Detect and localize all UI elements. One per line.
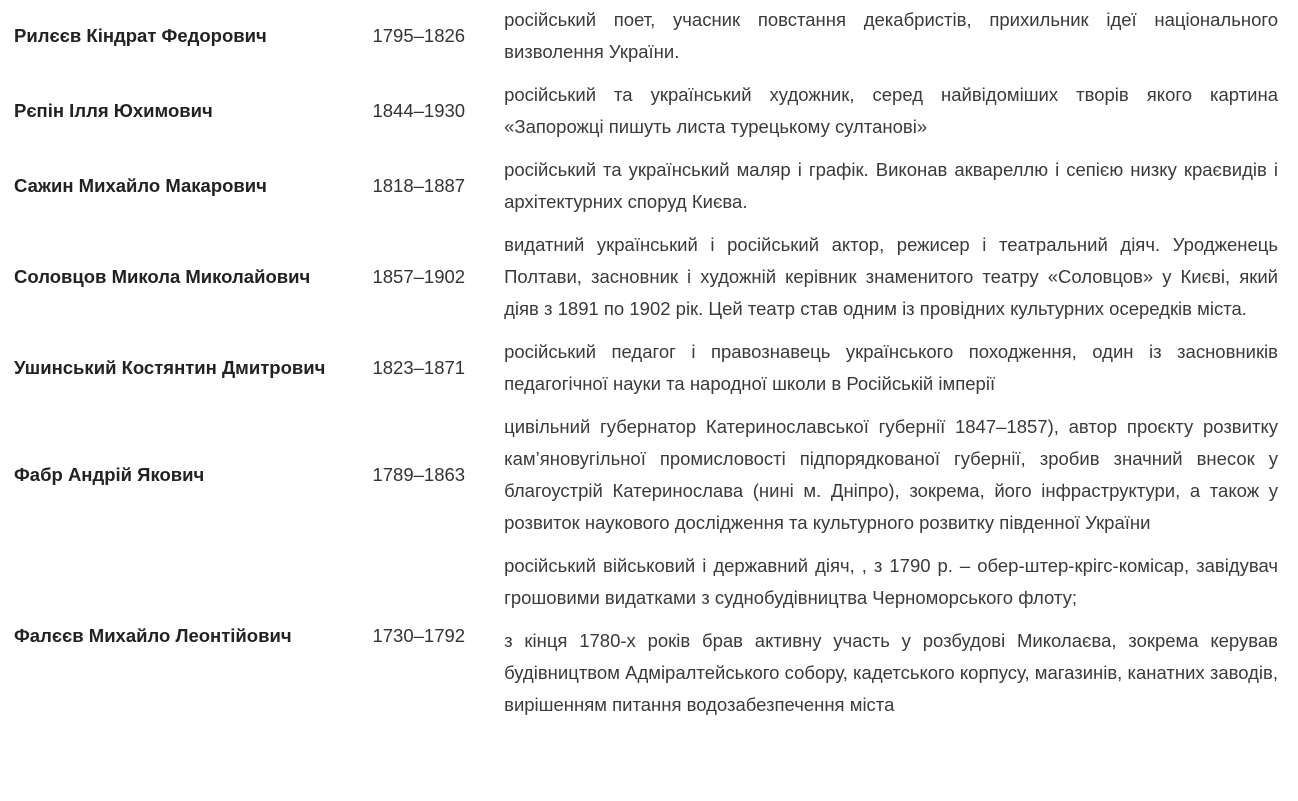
row-spacer	[6, 68, 1286, 79]
person-row	[6, 4, 1286, 68]
person-description	[496, 336, 1286, 400]
person-name: Фабр Андрій Якович	[14, 464, 205, 485]
person-name: Фалєєв Михайло Леонтійович	[14, 624, 292, 646]
person-years: 1857–1902	[372, 266, 466, 287]
person-name: Рєпін Ілля Юхимович	[14, 100, 213, 121]
person-years: 1730–1792	[372, 624, 466, 646]
description-paragraph: російський військовий і державний діяч, , з 1790 р. – обер-штер-крігс-комісар, завідувач грошовими видатками з суднобудівництва Черноморського флоту;	[504, 555, 1278, 608]
person-description	[496, 79, 1286, 143]
biography-table	[6, 4, 1286, 721]
person-row	[6, 550, 1286, 721]
row-spacer-cell	[6, 143, 1286, 154]
person-row	[6, 79, 1286, 143]
description-paragraph: російський поет, учасник повстання декабристів, прихильник ідеї національного визволення України.	[504, 9, 1278, 62]
person-row	[6, 336, 1286, 400]
person-name: Ушинський Костянтин Дмитрович	[14, 357, 326, 378]
person-years: 1844–1930	[372, 100, 466, 121]
person-row	[6, 411, 1286, 539]
description-paragraph: видатний український і російський актор, режисер і театральний діяч. Уродженець Полтави, засновник і художній керівник знаменитого театру «Соловцов» у Києві, який діяв з 1891 по 1902 рік. Цей театр став одним із провідних культурних осередків міста.	[504, 234, 1278, 319]
person-description	[496, 4, 1286, 68]
row-spacer-cell	[6, 400, 1286, 411]
person-years: 1818–1887	[372, 175, 466, 196]
person-description	[496, 154, 1286, 218]
row-spacer	[6, 218, 1286, 229]
description-paragraph: цивільний губернатор Катеринославської губернії 1847–1857), автор проєкту розвитку кам’яновугільної промисловості підпорядкованої губернії, зробив значний внесок у благоустрій Катеринослава (нині м. Дніпро), зокрема, його інфраструктури, а також у розвиток наукового дослідження та культурного розвитку південної України	[504, 416, 1278, 533]
row-spacer	[6, 325, 1286, 336]
person-name: Соловцов Микола Миколайович	[14, 266, 311, 287]
person-years: 1823–1871	[372, 357, 466, 378]
row-spacer-cell	[6, 539, 1286, 550]
description-paragraph: з кінця 1780-х років брав активну участь у розбудові Миколаєва, зокрема керував будівництвом Адміралтейського собору, кадетського корпусу, магазинів, канатних заводів, вирішенням питання водозабезпечення міста	[504, 630, 1278, 715]
description-paragraph: російський та український художник, серед найвідоміших творів якого картина «Запорожці пишуть листа турецькому султанові»	[504, 84, 1278, 137]
description-paragraph: російський та український маляр і графік. Виконав аквареллю і сепією низку краєвидів і архітектурних споруд Києва.	[504, 159, 1278, 212]
row-spacer	[6, 400, 1286, 411]
person-name: Сажин Михайло Макарович	[14, 175, 267, 196]
row-spacer-cell	[6, 218, 1286, 229]
row-spacer-cell	[6, 325, 1286, 336]
description-paragraph: російський педагог і правознавець українського походження, один із засновників педагогічної науки та народної школи в Російській імперії	[504, 341, 1278, 394]
person-row	[6, 154, 1286, 218]
row-spacer-cell	[6, 68, 1286, 79]
person-description	[496, 550, 1286, 721]
row-spacer	[6, 539, 1286, 550]
person-name: Рилєєв Кіндрат Федорович	[14, 25, 267, 46]
biography-table-body	[6, 4, 1286, 721]
person-description	[496, 229, 1286, 325]
row-spacer	[6, 143, 1286, 154]
person-years: 1789–1863	[372, 464, 466, 485]
person-row	[6, 229, 1286, 325]
person-years: 1795–1826	[372, 25, 466, 46]
person-description	[496, 411, 1286, 539]
